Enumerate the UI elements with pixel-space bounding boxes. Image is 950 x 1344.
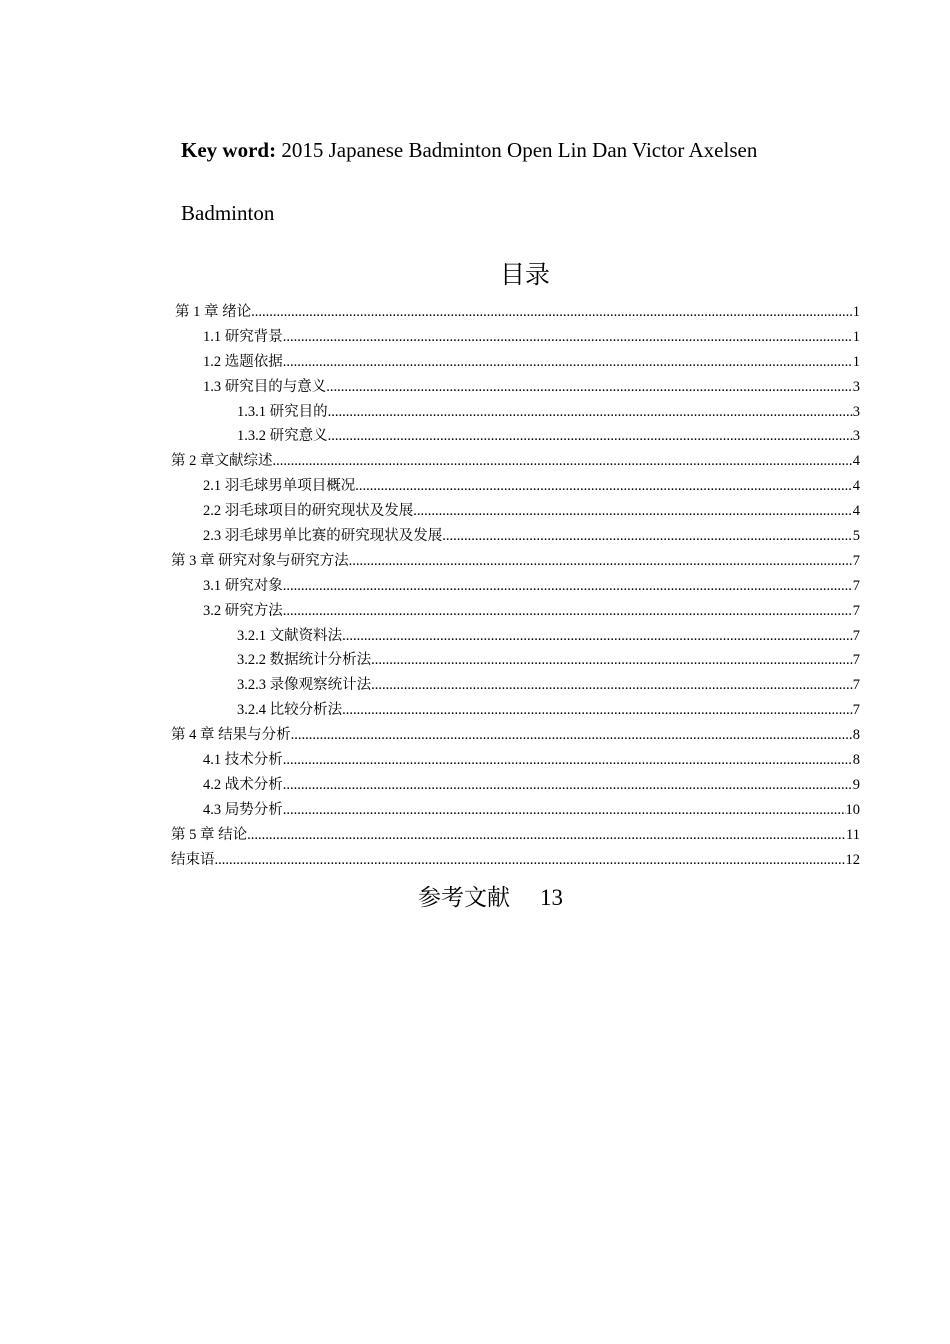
toc-entry-label: 第 3 章 研究对象与研究方法 xyxy=(171,552,349,569)
toc-entry-page: 12 xyxy=(845,851,860,868)
toc-entry-page: 7 xyxy=(852,577,860,594)
toc-leader-dots xyxy=(251,300,853,325)
toc-leader-dots xyxy=(328,424,853,449)
references-page: 13 xyxy=(540,885,563,910)
toc-entry-label: 3.2.4 比较分析法 xyxy=(237,702,343,719)
toc-leader-dots xyxy=(291,723,853,748)
toc-entry-page: 8 xyxy=(852,752,860,769)
toc-entry[interactable] xyxy=(171,375,860,400)
keyword-text: 2015 Japanese Badminton Open Lin Dan Victor Axelsen xyxy=(276,138,758,162)
toc-entry[interactable] xyxy=(171,449,860,474)
toc-entry-page: 1 xyxy=(852,304,860,320)
toc-entry[interactable] xyxy=(171,823,860,848)
toc-entry-page: 11 xyxy=(846,826,860,843)
toc-entry[interactable] xyxy=(171,798,860,823)
toc-entry-label: 第 1 章 绪论 xyxy=(175,304,252,320)
toc-entry-label: 2.2 羽毛球项目的研究现状及发展 xyxy=(203,503,414,520)
toc-entry-label: 3.1 研究对象 xyxy=(203,577,283,594)
references-label: 参考文献 xyxy=(418,885,510,911)
toc-entry-page: 5 xyxy=(852,528,860,545)
toc-entry-page: 3 xyxy=(852,403,860,420)
toc-entry[interactable] xyxy=(171,599,860,624)
toc-leader-dots xyxy=(247,823,846,848)
toc-entry[interactable] xyxy=(171,499,860,524)
toc-entry-label: 2.3 羽毛球男单比赛的研究现状及发展 xyxy=(203,528,443,545)
toc-entry-label: 1.3 研究目的与意义 xyxy=(203,378,327,395)
toc-entry-page: 7 xyxy=(852,602,860,619)
toc-leader-dots xyxy=(349,549,853,574)
toc-leader-dots xyxy=(283,325,853,350)
toc-entry[interactable] xyxy=(171,325,860,350)
toc-entry[interactable] xyxy=(171,624,860,649)
toc-entry-label: 3.2.3 录像观察统计法 xyxy=(237,677,372,694)
toc-entry-page: 10 xyxy=(845,801,860,818)
toc-entry-label: 4.2 战术分析 xyxy=(203,776,283,793)
keyword-line xyxy=(181,136,757,164)
toc-entry-label: 第 5 章 结论 xyxy=(171,826,248,843)
toc-entry[interactable] xyxy=(171,748,860,773)
toc-leader-dots xyxy=(342,698,853,723)
keyword-label: Key word: xyxy=(181,138,277,162)
toc-entry[interactable] xyxy=(171,723,860,748)
toc-entry[interactable] xyxy=(171,350,860,375)
toc-leader-dots xyxy=(273,449,853,474)
toc-entry-label: 1.3.1 研究目的 xyxy=(237,403,328,420)
toc-entry-label: 1.1 研究背景 xyxy=(203,328,283,345)
toc-entry-label: 4.1 技术分析 xyxy=(203,752,283,769)
toc-entry[interactable] xyxy=(171,648,860,673)
toc-entry-label: 结束语 xyxy=(171,851,215,868)
toc-entry-page: 8 xyxy=(852,727,860,744)
toc-entry-page: 7 xyxy=(852,702,860,719)
toc-leader-dots xyxy=(413,499,853,524)
toc-entry[interactable] xyxy=(171,848,860,873)
toc-entry[interactable] xyxy=(171,300,860,325)
toc-entry[interactable] xyxy=(171,549,860,574)
keyword-continuation: Badminton xyxy=(181,201,275,225)
toc-entry-label: 2.1 羽毛球男单项目概况 xyxy=(203,478,356,495)
table-of-contents xyxy=(171,300,860,872)
toc-entry[interactable] xyxy=(171,673,860,698)
toc-entry[interactable] xyxy=(171,400,860,425)
toc-entry-label: 4.3 局势分析 xyxy=(203,801,283,818)
toc-leader-dots xyxy=(328,400,853,425)
toc-entry[interactable] xyxy=(171,424,860,449)
toc-leader-dots xyxy=(371,648,853,673)
toc-entry[interactable] xyxy=(171,474,860,499)
toc-entry-page: 4 xyxy=(852,453,860,470)
toc-leader-dots xyxy=(342,624,853,649)
toc-leader-dots xyxy=(371,673,853,698)
toc-leader-dots xyxy=(215,848,846,873)
toc-leader-dots xyxy=(283,599,853,624)
toc-entry[interactable] xyxy=(171,574,860,599)
toc-leader-dots xyxy=(326,375,853,400)
toc-leader-dots xyxy=(283,748,853,773)
toc-entry-label: 第 2 章文献综述 xyxy=(171,453,273,470)
toc-entry-page: 7 xyxy=(852,552,860,569)
toc-leader-dots xyxy=(283,350,853,375)
toc-entry-page: 1 xyxy=(852,353,860,370)
toc-entry[interactable] xyxy=(171,524,860,549)
toc-entry-page: 9 xyxy=(852,776,860,793)
toc-entry-label: 3.2.1 文献资料法 xyxy=(237,627,343,644)
toc-entry-page: 7 xyxy=(852,677,860,694)
toc-leader-dots xyxy=(283,798,846,823)
toc-entry-label: 1.2 选题依据 xyxy=(203,353,283,370)
toc-title: 目录 xyxy=(499,260,550,289)
toc-leader-dots xyxy=(355,474,853,499)
references-heading xyxy=(418,882,563,914)
toc-entry-label: 3.2.2 数据统计分析法 xyxy=(237,652,372,669)
toc-leader-dots xyxy=(442,524,853,549)
toc-entry[interactable] xyxy=(171,773,860,798)
toc-leader-dots xyxy=(283,773,853,798)
toc-entry-label: 第 4 章 结果与分析 xyxy=(171,727,291,744)
toc-leader-dots xyxy=(283,574,853,599)
toc-entry-label: 3.2 研究方法 xyxy=(203,602,283,619)
toc-entry-page: 3 xyxy=(852,428,860,445)
toc-entry-page: 1 xyxy=(852,328,860,345)
toc-entry-page: 7 xyxy=(852,627,860,644)
toc-entry-page: 4 xyxy=(852,503,860,520)
toc-entry[interactable] xyxy=(171,698,860,723)
toc-entry-page: 7 xyxy=(852,652,860,669)
toc-entry-label: 1.3.2 研究意义 xyxy=(237,428,328,445)
toc-entry-page: 4 xyxy=(852,478,860,495)
toc-entry-page: 3 xyxy=(852,378,860,395)
